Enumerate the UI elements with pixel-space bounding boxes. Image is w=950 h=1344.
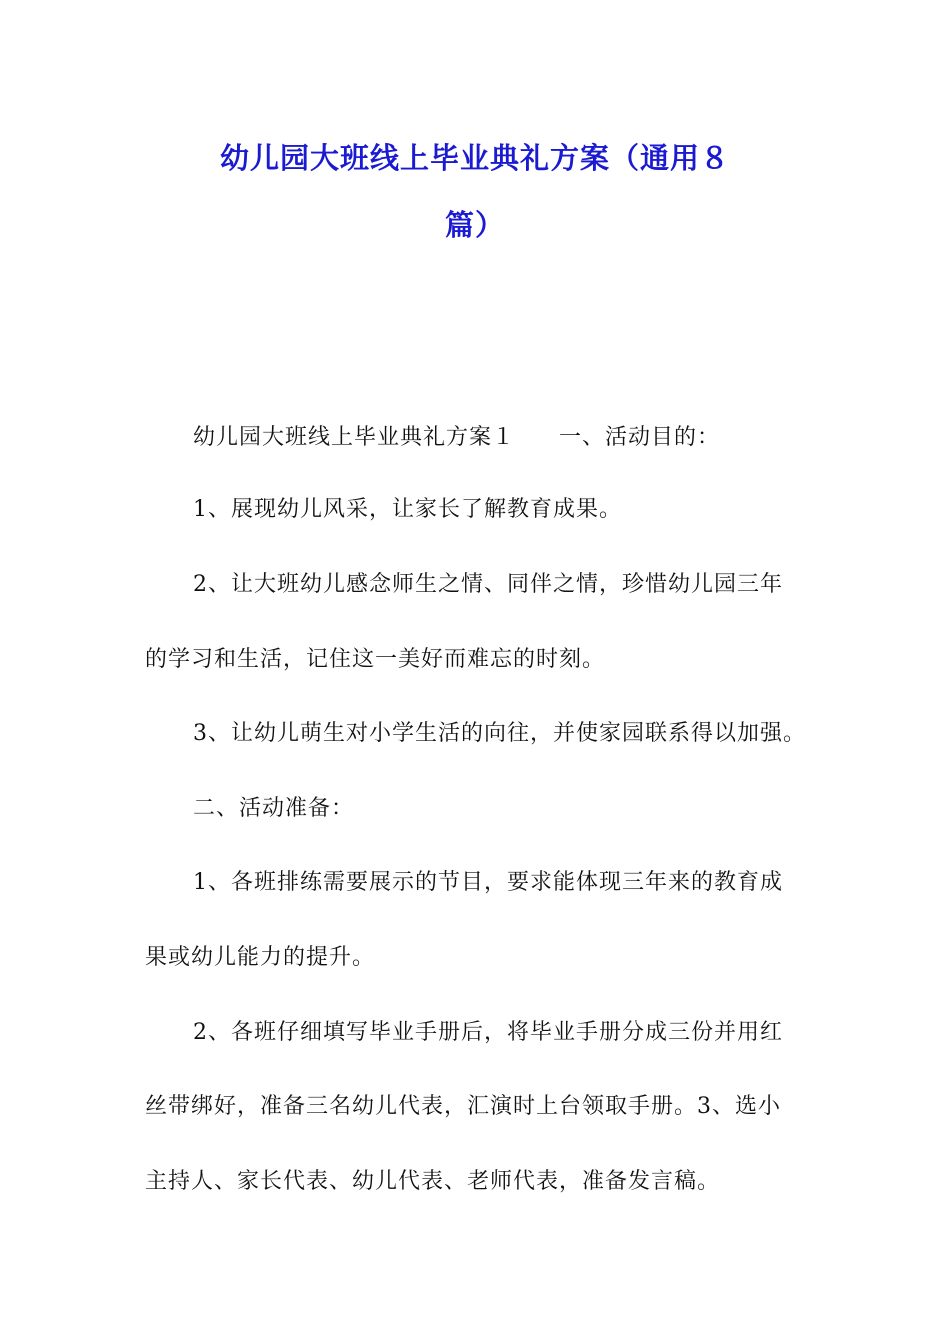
paragraph-line: 2、让大班幼儿感念师生之情、同伴之情，珍惜幼儿园三年 bbox=[193, 572, 783, 597]
document-title-line-1: 幼儿园大班线上毕业典礼方案（通用８ bbox=[219, 141, 730, 175]
paragraph-line: 3、让幼儿萌生对小学生活的向往，并使家园联系得以加强。 bbox=[193, 721, 806, 746]
paragraph-line: 果或幼儿能力的提升。 bbox=[145, 945, 376, 970]
paragraph-line: 2、各班仔细填写毕业手册后，将毕业手册分成三份并用红 bbox=[193, 1020, 783, 1045]
paragraph-line: 1、各班排练需要展示的节目，要求能体现三年来的教育成 bbox=[193, 870, 783, 895]
paragraph-line: 丝带绑好，准备三名幼儿代表，汇演时上台领取手册。3、选小 bbox=[145, 1094, 781, 1119]
plan-heading: 幼儿园大班线上毕业典礼方案１ bbox=[193, 425, 516, 450]
paragraph-line: 的学习和生活，记住这一美好而难忘的时刻。 bbox=[145, 647, 606, 672]
section-heading: 二、活动准备： bbox=[193, 796, 355, 821]
document-title-line-2: 篇） bbox=[444, 208, 505, 242]
paragraph-line: 主持人、家长代表、幼儿代表、老师代表，准备发言稿。 bbox=[145, 1169, 721, 1194]
section-heading-line bbox=[193, 423, 720, 453]
purpose-heading: 一、活动目的： bbox=[559, 425, 721, 450]
paragraph-line: 1、展现幼儿风采，让家长了解教育成果。 bbox=[193, 497, 622, 522]
